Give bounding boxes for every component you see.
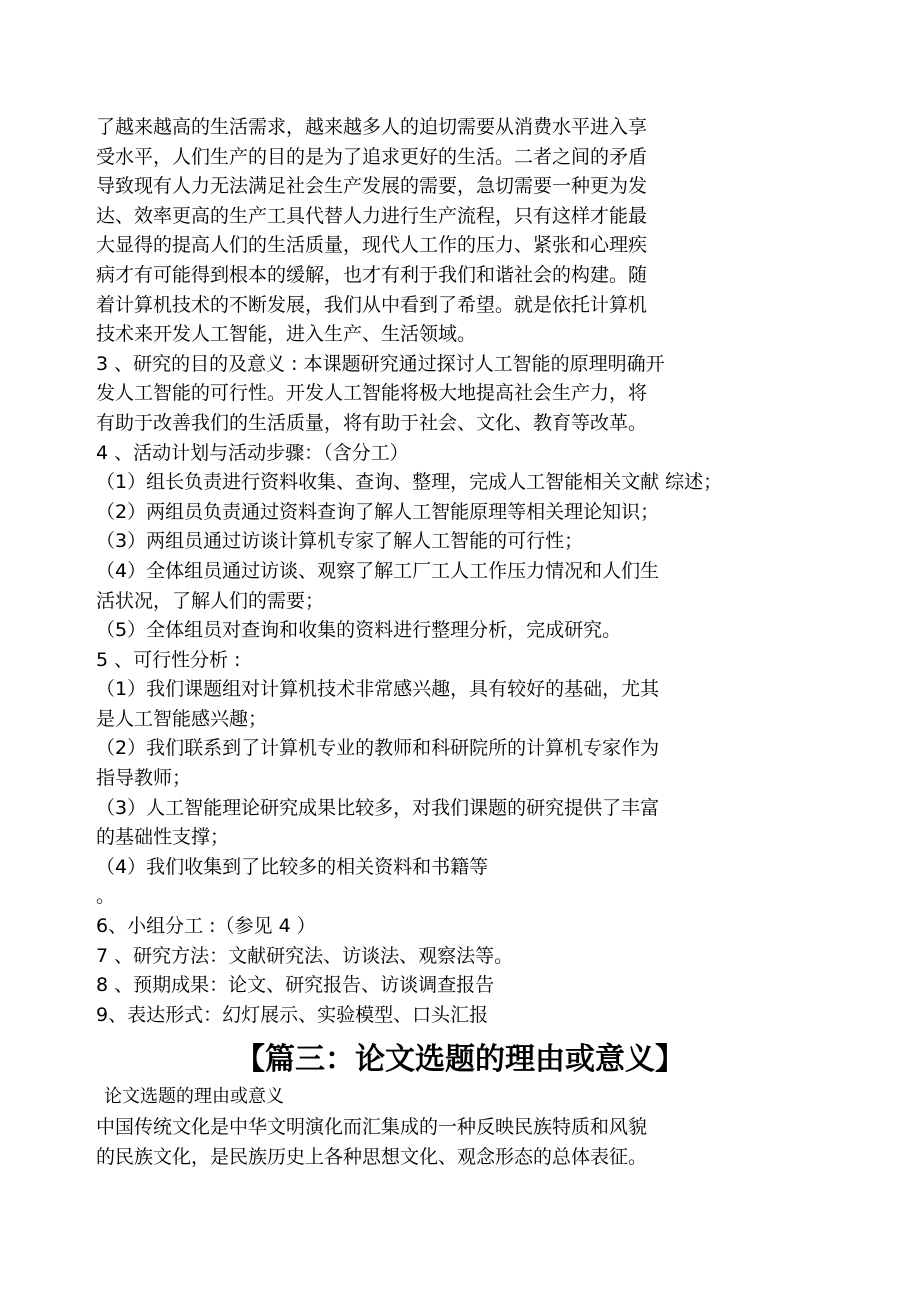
list-item: （1）我们课题组对计算机技术非常感兴趣，具有较好的基础，尤其 (96, 678, 660, 701)
section-7-heading: 7 、研究方法：文献研究法、访谈法、观察法等。 (96, 944, 514, 967)
list-item: （3）人工智能理论研究成果比较多，对我们课题的研究提供了丰富 (96, 796, 660, 819)
text-line: 大显得的提高人们的生活质量，现代人工作的压力、紧张和心理疾 (96, 234, 648, 257)
list-item: （2）我们联系到了计算机专业的教师和科研院所的计算机专家作为 (96, 737, 660, 760)
text-line: 发人工智能的可行性。开发人工智能将极大地提高社会生产力，将 (96, 382, 648, 405)
section-5-heading: 5 、可行性分析 : (96, 648, 241, 671)
text-line: 。 (96, 885, 116, 908)
text-line: 是人工智能感兴趣； (96, 707, 268, 730)
section-4-heading: 4 、活动计划与活动步骤：（含分工） (96, 441, 409, 464)
text-line: 着计算机技术的不断发展，我们从中看到了希望。就是依托计算机 (96, 293, 648, 316)
list-item: （4）我们收集到了比较多的相关资料和书籍等 (96, 855, 489, 878)
section-title: 【篇三：论文选题的理由或意义】 (235, 1042, 685, 1077)
tail-text (96, 1082, 816, 1172)
text-line: 有助于改善我们的生活质量，将有助于社会、文化、教育等改革。 (96, 411, 648, 434)
text-line: 受水平，人们生产的目的是为了追求更好的生活。二者之间的矛盾 (96, 145, 648, 168)
list-item: （1）组长负责进行资料收集、查询、整理，完成人工智能相关文献 综述； (96, 471, 723, 494)
list-item: （3）两组员通过访谈计算机专家了解人工智能的可行性； (96, 530, 584, 553)
sub-heading: 论文选题的理由或意义 (104, 1086, 284, 1107)
body-text (96, 113, 816, 1030)
section-6-heading: 6、小组分工 :（参见 4 ） (96, 915, 316, 938)
text-line: 技术来开发人工智能，进入生产、生活领域。 (96, 323, 477, 346)
text-line: 的基础性支撑； (96, 826, 230, 849)
text-line: 导致现有人力无法满足社会生产发展的需要，急切需要一种更为发 (96, 175, 648, 198)
section-9-heading: 9、表达形式：幻灯展示、实验模型、口头汇报 (96, 1003, 489, 1026)
list-item: （4）全体组员通过访谈、观察了解工厂工人工作压力情况和人们生 (96, 559, 660, 582)
text-line: 中国传统文化是中华文明演化而汇集成的一种反映民族特质和风貌 (96, 1116, 648, 1138)
text-line: 了越来越高的生活需求，越来越多人的迫切需要从消费水平进入享 (96, 116, 648, 138)
list-item: （5）全体组员对查询和收集的资料进行整理分析，完成研究。 (96, 619, 622, 642)
section-8-heading: 8 、预期成果：论文、研究报告、访谈调查报告 (96, 974, 495, 997)
text-line: 达、效率更高的生产工具代替人力进行生产流程，只有这样才能最 (96, 204, 648, 227)
text-line: 指导教师； (96, 767, 192, 790)
list-item: （2）两组员负责通过资料查询了解人工智能原理等相关理论知识； (96, 500, 660, 523)
text-line: 病才有可能得到根本的缓解，也才有利于我们和谐社会的构建。随 (96, 263, 648, 286)
section-3-heading: 3 、研究的目的及意义 : 本课题研究通过探讨人工智能的原理明确开 (96, 352, 665, 375)
text-line: 活状况，了解人们的需要； (96, 589, 325, 612)
text-line: 的民族文化，是民族历史上各种思想文化、观念形态的总体表征。 (96, 1146, 648, 1168)
